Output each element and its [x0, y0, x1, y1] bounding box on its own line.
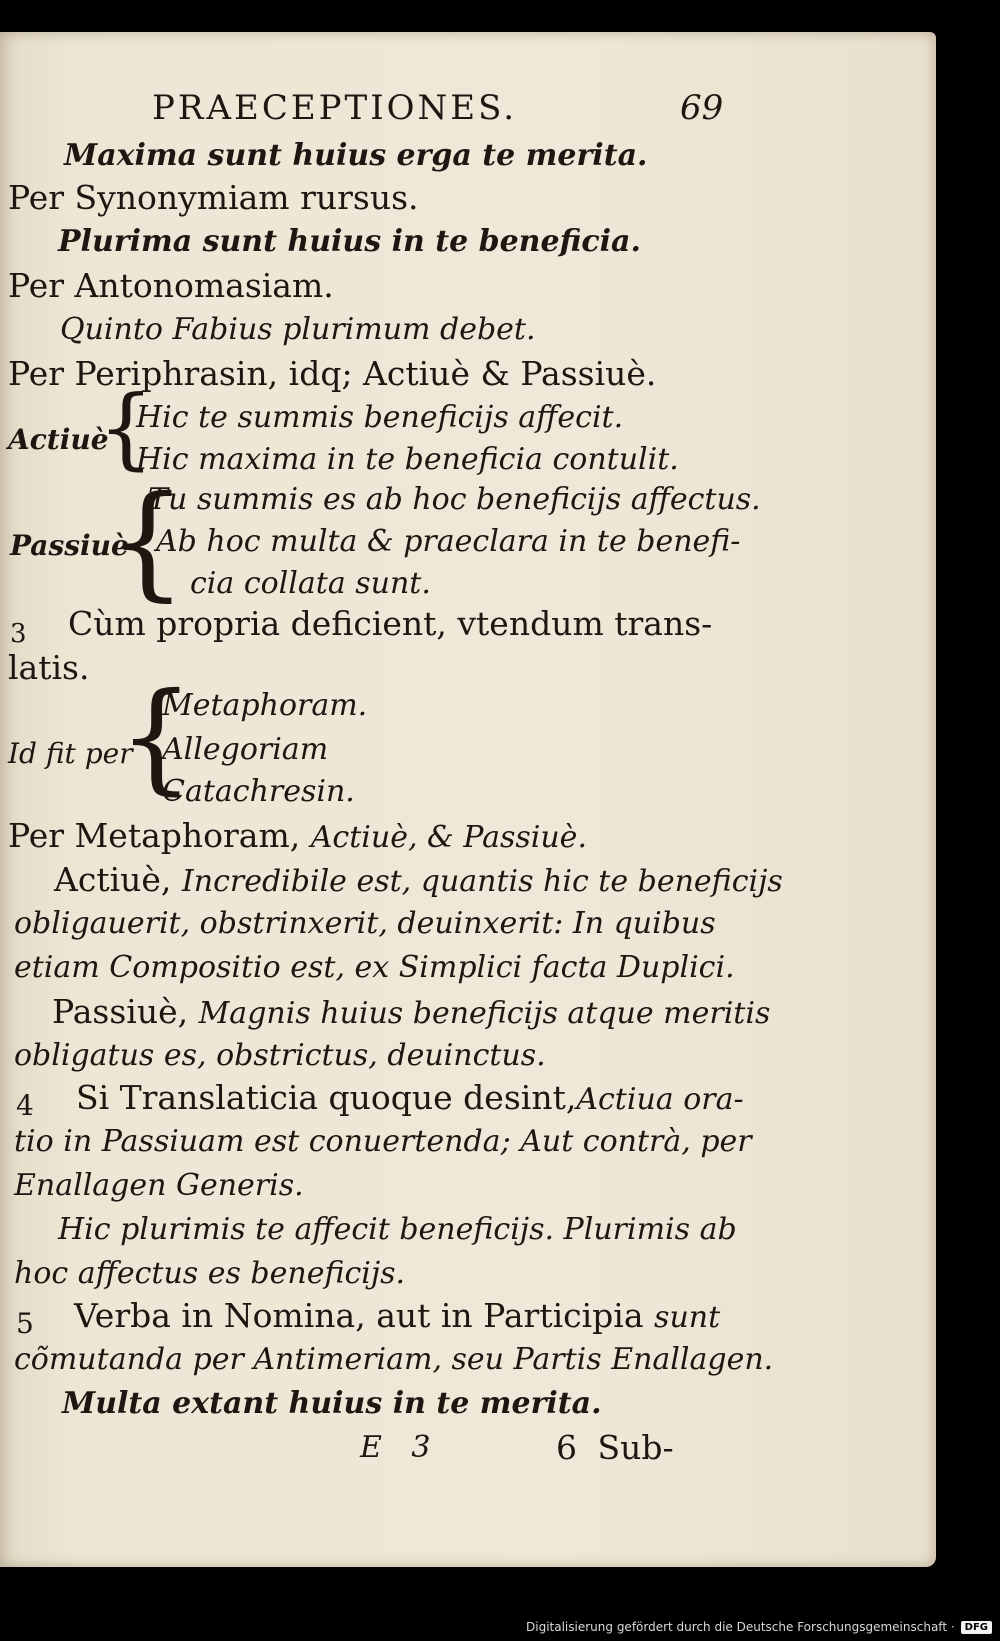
- text-line: [54, 860, 783, 902]
- text-line: [74, 1296, 720, 1338]
- text-line: Catachresin.: [162, 774, 355, 809]
- text-line: Per Antonomasiam.: [8, 266, 334, 305]
- text-line: Allegoriam: [162, 732, 329, 767]
- text-line: Enallagen Generis.: [14, 1168, 304, 1203]
- text-span: Verba in Nomina, aut in Participia: [74, 1296, 644, 1335]
- text-span: sunt: [654, 1300, 721, 1335]
- text-line: Multa extant huius in te merita.: [62, 1386, 602, 1421]
- text-line: hoc affectus es beneficijs.: [14, 1256, 406, 1291]
- text-line: tio in Passiuam est conuertenda; Aut contrà, per: [14, 1124, 752, 1159]
- item-number: 4: [16, 1089, 34, 1122]
- page-number: 69: [680, 88, 724, 128]
- text-line: Hic te summis beneficijs affecit.: [136, 400, 624, 435]
- text-line: Metaphoram.: [162, 688, 368, 723]
- text-span: Si Translaticia quoque desint,: [76, 1078, 577, 1117]
- text-line: Hic plurimis te affecit beneficijs. Plurimis ab: [58, 1212, 737, 1247]
- running-title: PRAECEPTIONES.: [152, 88, 517, 128]
- text-line: Hic maxima in te beneficia contulit.: [136, 442, 679, 477]
- dfg-logo: DFG: [961, 1621, 992, 1634]
- label-actiue: Actiuè: [8, 423, 109, 456]
- text-span: Passiuè,: [52, 992, 189, 1031]
- label-passiue: Passiuè: [10, 529, 129, 562]
- text-span: Incredibile est, quantis hic te beneficijs: [181, 864, 783, 899]
- text-span: Per Metaphoram,: [8, 816, 301, 855]
- text-line: cia collata sunt.: [190, 566, 431, 601]
- footer-credit: [526, 1615, 992, 1639]
- catchword: 6 Sub-: [556, 1428, 674, 1467]
- text-line: Tu summis es ab hoc beneficijs affectus.: [148, 482, 761, 517]
- text-line: Maxima sunt huius erga te merita.: [64, 138, 648, 173]
- text-span: Actiua ora-: [576, 1082, 744, 1117]
- text-line: Plurima sunt huius in te beneficia.: [58, 224, 641, 259]
- text-line: etiam Compositio est, ex Simplici facta Duplici.: [14, 950, 735, 985]
- text-line: Per Periphrasin, idq; Actiuè & Passiuè.: [8, 354, 657, 393]
- text-line: [52, 992, 770, 1034]
- label-id-fit-per: Id fit per: [8, 737, 133, 770]
- text-line: Quinto Fabius plurimum debet.: [60, 312, 536, 347]
- text-line: Cùm propria deficient, vtendum trans-: [68, 604, 713, 643]
- brace-left: {: [118, 668, 195, 807]
- text-line: cõmutanda per Antimeriam, seu Partis Enallagen.: [14, 1342, 774, 1377]
- text-span: Magnis huius beneficijs atque meritis: [198, 996, 771, 1031]
- text-line: [76, 1078, 744, 1120]
- footer-text: Digitalisierung gefördert durch die Deutsche Forschungsgemeinschaft ·: [526, 1620, 955, 1634]
- text-span: Actiuè, & Passiuè.: [310, 820, 587, 855]
- text-line: Per Synonymiam rursus.: [8, 178, 419, 217]
- item-number: 3: [10, 619, 27, 649]
- signature-mark: E 3: [360, 1430, 431, 1465]
- text-line: obligauerit, obstrinxerit, deuinxerit: In quibus: [14, 906, 716, 941]
- text-line: obligatus es, obstrictus, deuinctus.: [14, 1038, 546, 1073]
- brace-left: {: [108, 470, 187, 614]
- text-line: Ab hoc multa & praeclara in te benefi-: [156, 524, 741, 559]
- text-line: [8, 816, 587, 858]
- book-page: [0, 32, 936, 1567]
- text-span: Actiuè,: [54, 860, 172, 899]
- brace-left: {: [98, 376, 154, 479]
- item-number: 5: [16, 1307, 34, 1340]
- text-line: latis.: [8, 648, 90, 687]
